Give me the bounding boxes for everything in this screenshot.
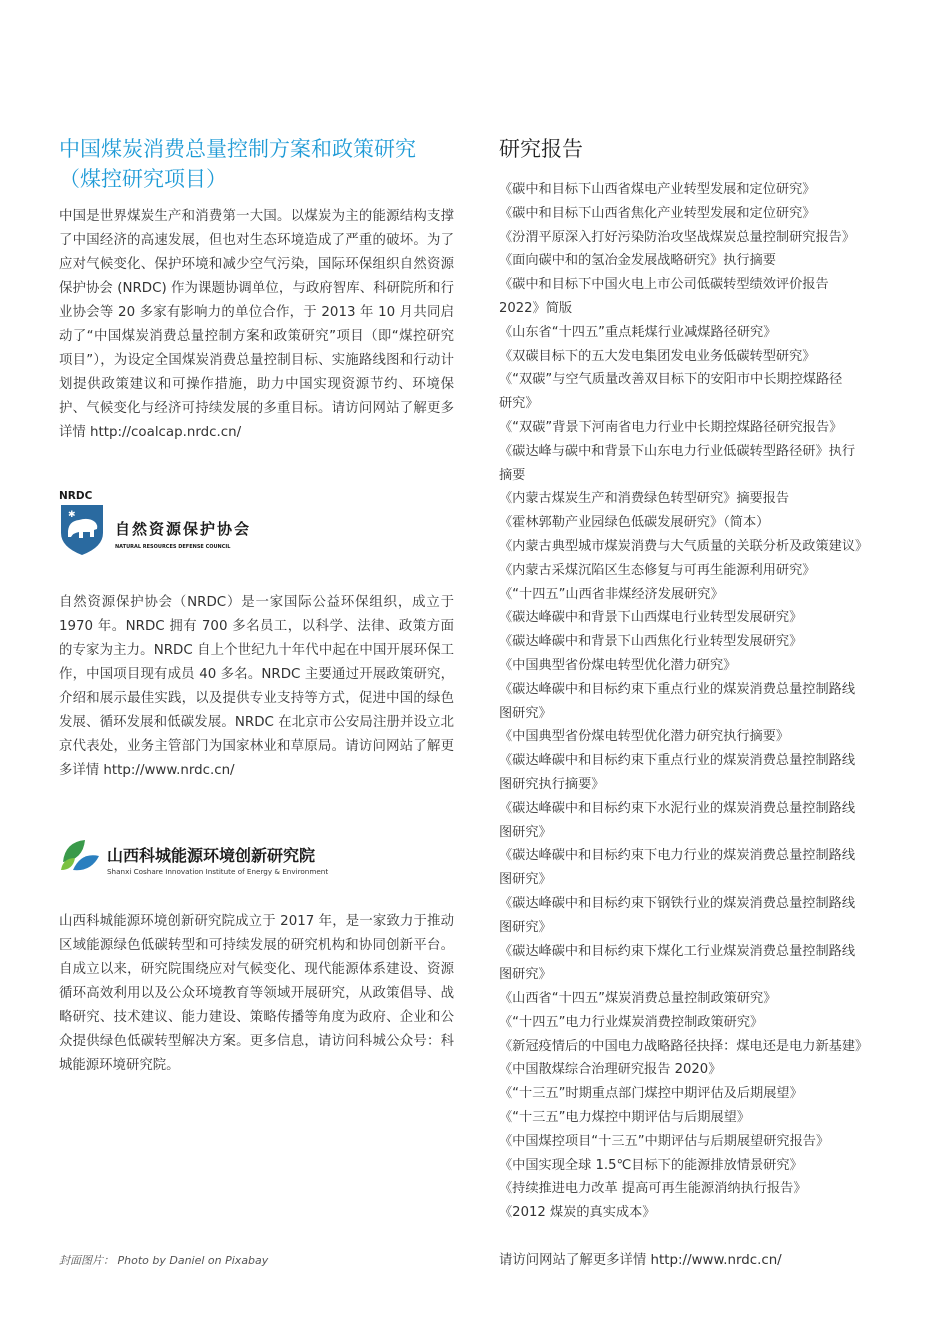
report-item: 《2012 煤炭的真实成本》 xyxy=(499,1205,656,1221)
report-item: 《汾渭平原深入打好污染防治攻坚战煤炭总量控制研究报告》 xyxy=(499,229,856,245)
report-item: 《内蒙古煤炭生产和消费绿色转型研究》摘要报告 xyxy=(499,491,790,507)
report-item: 图研究》 xyxy=(499,872,552,888)
right-column xyxy=(499,134,899,1225)
shanxi-logo xyxy=(59,832,454,882)
project-title xyxy=(59,134,454,194)
project-intro: 中国是世界煤炭生产和消费第一大国。以煤炭为主的能源结构支撑了中国经济的高速发展，但也对生态环境造成了严重的破坏。为了应对气候变化、保护环境和减少空气污染，国际环保组织自然资源保护协会 (NRDC) 作为课题协调单位，与政府智库、科研院所和行业协会等 20 多家有影响力的单位合作，于 2013 年 10 月共同启动了“中国煤炭消费总量控制方案和政策研究”项目（即“煤控研究项目”），为设定全国煤炭消费总量控制目标、实施路线图和行动计划提供政策建议和可操作措施，助力中国实现资源节约、环境保护、气候变化与经济可持续发展的多重目标。请访问网站了解更多详情 http://coalcap.nrdc.cn/ xyxy=(59,209,454,440)
report-item: 《双碳目标下的五大发电集团发电业务低碳转型研究》 xyxy=(499,348,816,364)
report-item: 《碳达峰碳中和目标约束下重点行业的煤炭消费总量控制路线 xyxy=(499,753,856,769)
report-item: 《碳中和目标下山西省焦化产业转型发展和定位研究》 xyxy=(499,205,816,221)
footer-visit-link[interactable]: 请访问网站了解更多详情 http://www.nrdc.cn/ xyxy=(499,1253,782,1268)
report-item: 《中国实现全球 1.5℃目标下的能源排放情景研究》 xyxy=(499,1157,803,1173)
report-item: 《内蒙古典型城市煤炭消费与大气质量的关联分析及政策建议》 xyxy=(499,538,869,554)
report-item: 《霍林郭勒产业园绿色低碳发展研究》（简本） xyxy=(499,515,770,531)
report-item: 《中国典型省份煤电转型优化潜力研究执行摘要》 xyxy=(499,729,790,745)
cover-photo-credit: 封面图片： Photo by Daniel on Pixabay xyxy=(59,1254,269,1267)
report-item: 《碳达峰碳中和背景下山西焦化行业转型发展研究》 xyxy=(499,634,803,650)
report-item: 《内蒙古采煤沉陷区生态修复与可再生能源利用研究》 xyxy=(499,562,816,578)
star-icon: ✱ xyxy=(68,510,76,520)
report-item: 《碳达峰碳中和背景下山西煤电行业转型发展研究》 xyxy=(499,610,803,626)
report-item: 《碳达峰碳中和目标约束下电力行业的煤炭消费总量控制路线 xyxy=(499,848,856,864)
report-item: 摘要 xyxy=(499,467,526,483)
nrdc-logo-cn: 自然资源保护协会 xyxy=(115,520,252,538)
project-title-line1: 中国煤炭消费总量控制方案和政策研究 xyxy=(59,137,416,161)
report-item: 2022》简版 xyxy=(499,300,573,316)
nrdc-description: 自然资源保护协会（NRDC）是一家国际公益环保组织，成立于 1970 年。NRDC 拥有 700 多名员工，以科学、法律、政策方面的专家为主力。NRDC 自上个世纪九十年代中起在中国开展环保工作，中国项目现有成员 40 多名。NRDC 主要通过开展政策研究，介绍和展示最佳实践，以及提供专业支持等方式，促进中国的绿色发展、循环发展和低碳发展。NRDC 在北京市公安局注册并设立北京代表处，业务主管部门为国家林业和草原局。请访问网站了解更多详情 http://www.nrdc.cn/ xyxy=(59,595,454,778)
report-item: 《山东省“十四五”重点耗煤行业减煤路径研究》 xyxy=(499,324,777,340)
report-item: 《碳达峰与碳中和背景下山东电力行业低碳转型路径研》执行 xyxy=(499,443,856,459)
report-item: 《碳达峰碳中和目标约束下钢铁行业的煤炭消费总量控制路线 xyxy=(499,895,856,911)
shanxi-logo-graphic xyxy=(59,832,339,882)
nrdc-logo-en: NATURAL RESOURCES DEFENSE COUNCIL xyxy=(115,544,231,550)
nrdc-logo-graphic xyxy=(59,489,319,569)
report-item: 《中国煤控项目“十三五”中期评估与后期展望研究报告》 xyxy=(499,1133,830,1149)
report-item: 《“十四五”山西省非煤经济发展研究》 xyxy=(499,586,724,602)
nrdc-logo xyxy=(59,489,454,569)
shanxi-logo-en: Shanxi Coshare Innovation Institute of Energy & Environment xyxy=(107,867,329,876)
report-item: 《中国典型省份煤电转型优化潜力研究》 xyxy=(499,657,737,673)
report-item: 《山西省“十四五”煤炭消费总量控制政策研究》 xyxy=(499,991,777,1007)
leaf-icon xyxy=(61,840,99,870)
nrdc-logo-abbr: NRDC xyxy=(59,490,93,502)
project-title-line2: （煤控研究项目） xyxy=(59,167,227,191)
report-item: 《碳达峰碳中和目标约束下重点行业的煤炭消费总量控制路线 xyxy=(499,681,856,697)
report-item: 《中国散煤综合治理研究报告 2020》 xyxy=(499,1062,722,1078)
report-item: 《“十三五”电力煤控中期评估与后期展望》 xyxy=(499,1110,751,1126)
reports-title: 研究报告 xyxy=(499,137,583,161)
report-item: 《新冠疫情后的中国电力战略路径抉择：煤电还是电力新基建》 xyxy=(499,1038,869,1054)
report-item: 《碳达峰碳中和目标约束下煤化工行业煤炭消费总量控制路线 xyxy=(499,943,856,959)
report-item: 《“十四五”电力行业煤炭消费控制政策研究》 xyxy=(499,1014,764,1030)
report-item: 《“双碳”背景下河南省电力行业中长期控煤路径研究报告》 xyxy=(499,419,843,435)
report-item: 《碳中和目标下中国火电上市公司低碳转型绩效评价报告 xyxy=(499,277,829,293)
left-column xyxy=(59,134,454,1078)
report-item: 图研究》 xyxy=(499,919,552,935)
report-item: 《持续推进电力改革 提高可再生能源消纳执行报告》 xyxy=(499,1181,807,1197)
report-item: 《碳中和目标下山西省煤电产业转型发展和定位研究》 xyxy=(499,182,816,197)
report-item: 研究》 xyxy=(499,396,539,412)
report-item: 《“双碳”与空气质量改善双目标下的安阳市中长期控煤路径 xyxy=(499,372,843,388)
report-item: 《面向碳中和的氢冶金发展战略研究》执行摘要 xyxy=(499,253,776,269)
report-item: 图研究》 xyxy=(499,967,552,983)
report-item: 图研究执行摘要》 xyxy=(499,776,605,792)
report-item: 图研究》 xyxy=(499,705,552,721)
report-item: 《“十三五”时期重点部门煤控中期评估及后期展望》 xyxy=(499,1086,803,1102)
report-list xyxy=(499,178,899,1225)
shanxi-description: 山西科城能源环境创新研究院成立于 2017 年，是一家致力于推动区域能源绿色低碳转型和可持续发展的研究机构和协同创新平台。自成立以来，研究院围绕应对气候变化、现代能源体系建设、资源循环高效利用以及公众环境教育等领域开展研究，从政策倡导、战略研究、技术建议、能力建设、策略传播等角度为政府、企业和公众提供绿色低碳转型解决方案。更多信息，请访问科城公众号：科城能源环境研究院。 xyxy=(59,914,454,1073)
shanxi-logo-cn: 山西科城能源环境创新研究院 xyxy=(107,846,316,865)
report-item: 图研究》 xyxy=(499,824,552,840)
report-item: 《碳达峰碳中和目标约束下水泥行业的煤炭消费总量控制路线 xyxy=(499,800,856,816)
